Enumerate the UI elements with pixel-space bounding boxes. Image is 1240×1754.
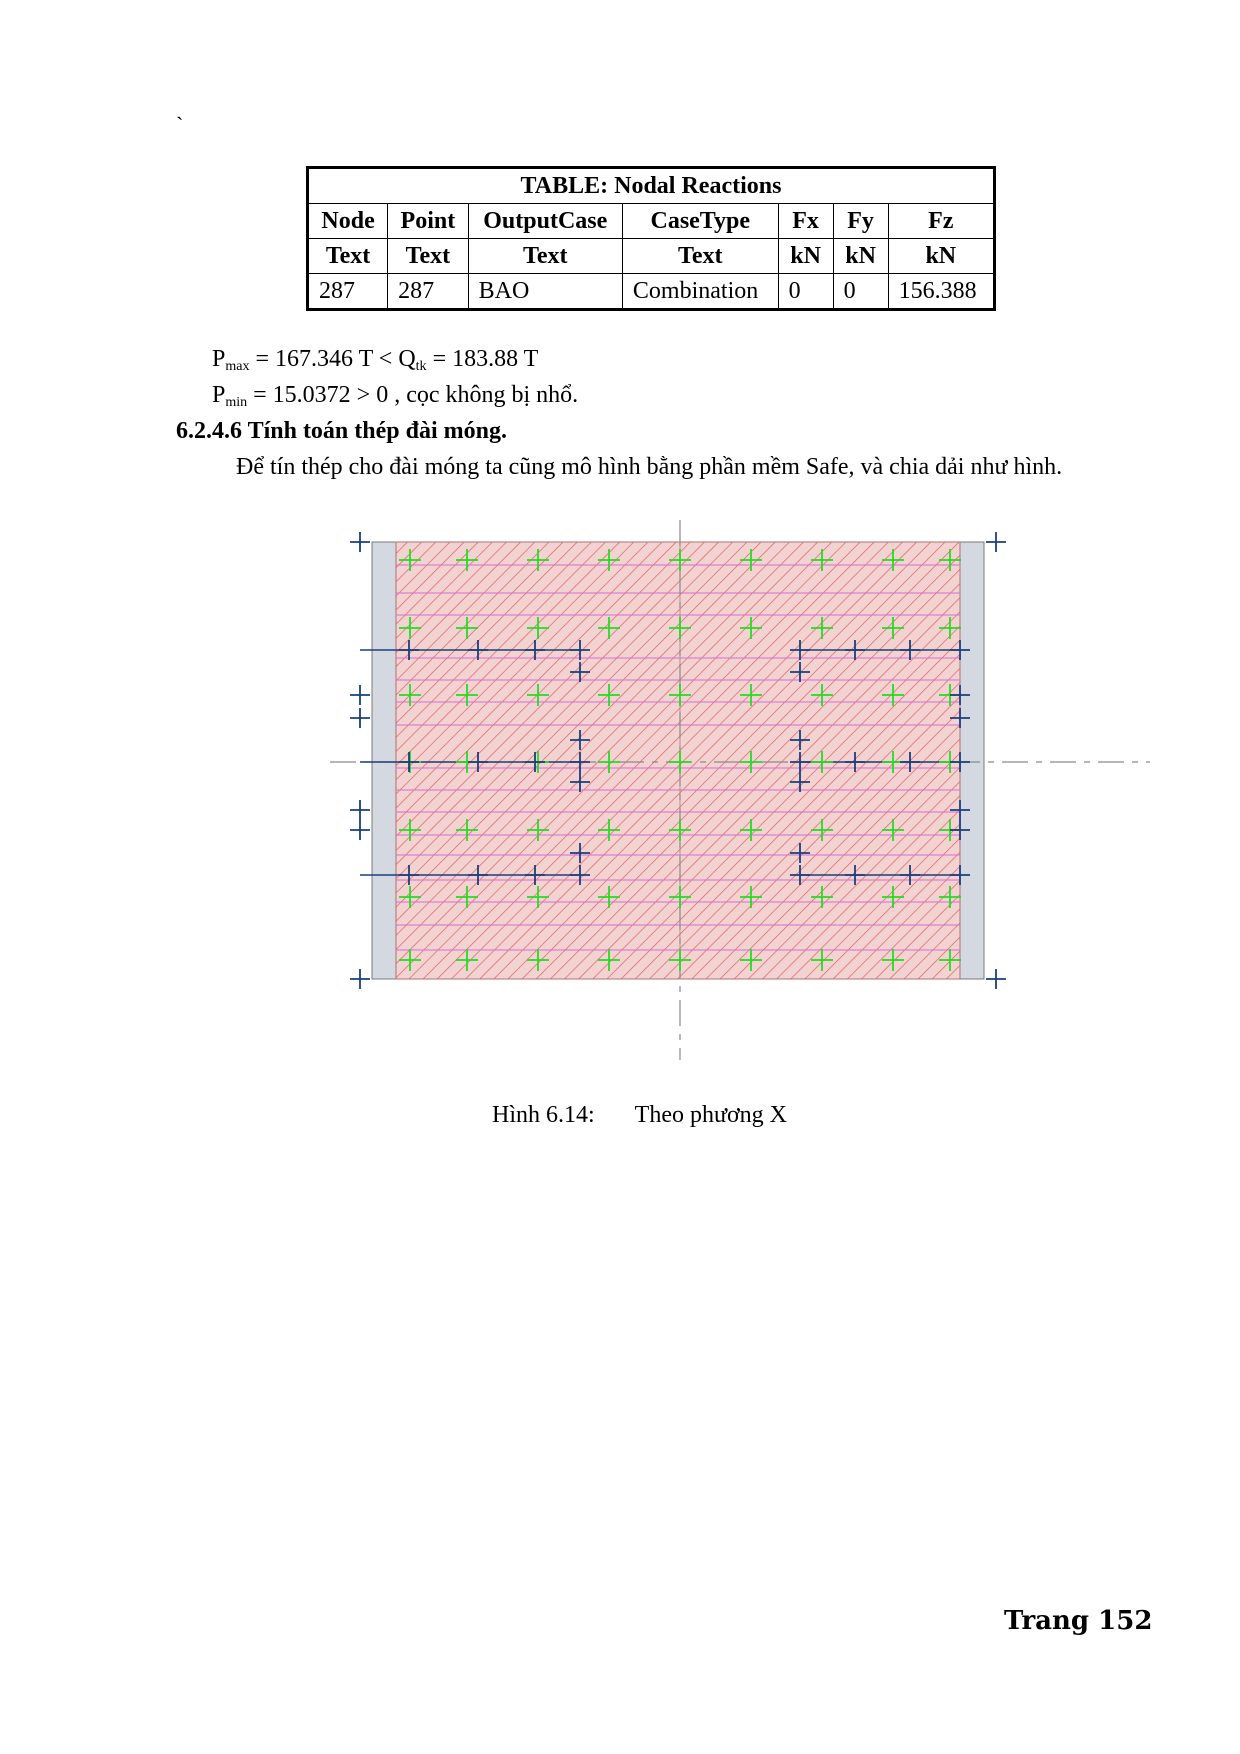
- pmax-line: [212, 346, 538, 375]
- col-unit: Text: [388, 239, 469, 274]
- col-unit: kN: [888, 239, 994, 274]
- col-header: Point: [388, 204, 469, 239]
- pmax-symbol: P: [212, 346, 226, 372]
- table-cell: 156.388: [888, 274, 994, 310]
- strip-region: [396, 542, 960, 979]
- col-unit: Text: [308, 239, 388, 274]
- foundation-strip-diagram: [330, 520, 1150, 1060]
- col-header: Fy: [833, 204, 888, 239]
- section-heading: 6.2.4.6 Tính toán thép đài móng.: [176, 418, 507, 444]
- table-cell: 0: [778, 274, 833, 310]
- caption-text: Theo phương X: [634, 1102, 788, 1128]
- pmax-text: = 167.346 T < Q: [249, 346, 416, 372]
- stray-mark: `: [176, 112, 184, 137]
- col-unit: Text: [468, 239, 622, 274]
- page-number: Trang 152: [1004, 1606, 1153, 1636]
- body-paragraph: Để tín thép cho đài móng ta cũng mô hình bằng phần mềm Safe, và chia dải như hình.: [236, 454, 1063, 480]
- table-cell: 287: [388, 274, 469, 310]
- pmin-line: [212, 382, 578, 411]
- nodal-reactions-table: [306, 166, 996, 311]
- col-unit: kN: [833, 239, 888, 274]
- col-unit: Text: [622, 239, 778, 274]
- col-header: Node: [308, 204, 388, 239]
- table-title: TABLE: Nodal Reactions: [308, 168, 995, 204]
- col-unit: kN: [778, 239, 833, 274]
- qtk-subscript: tk: [415, 359, 427, 374]
- table-cell: Combination: [622, 274, 778, 310]
- table-header-row: [308, 204, 995, 239]
- table-cell: 287: [308, 274, 388, 310]
- table-cell: BAO: [468, 274, 622, 310]
- table-row: [308, 274, 995, 310]
- table-cell: 0: [833, 274, 888, 310]
- figure-caption: [492, 1102, 787, 1129]
- caption-number: Hình 6.14:: [492, 1102, 595, 1128]
- table-units-row: [308, 239, 995, 274]
- col-header: Fz: [888, 204, 994, 239]
- pmin-symbol: P: [212, 382, 226, 408]
- col-header: CaseType: [622, 204, 778, 239]
- col-header: OutputCase: [468, 204, 622, 239]
- pmax-subscript: max: [225, 359, 250, 374]
- qtk-text: = 183.88 T: [426, 346, 539, 372]
- col-header: Fx: [778, 204, 833, 239]
- pmin-text: = 15.0372 > 0 , cọc không bị nhổ.: [247, 382, 579, 408]
- pmin-subscript: min: [225, 395, 248, 410]
